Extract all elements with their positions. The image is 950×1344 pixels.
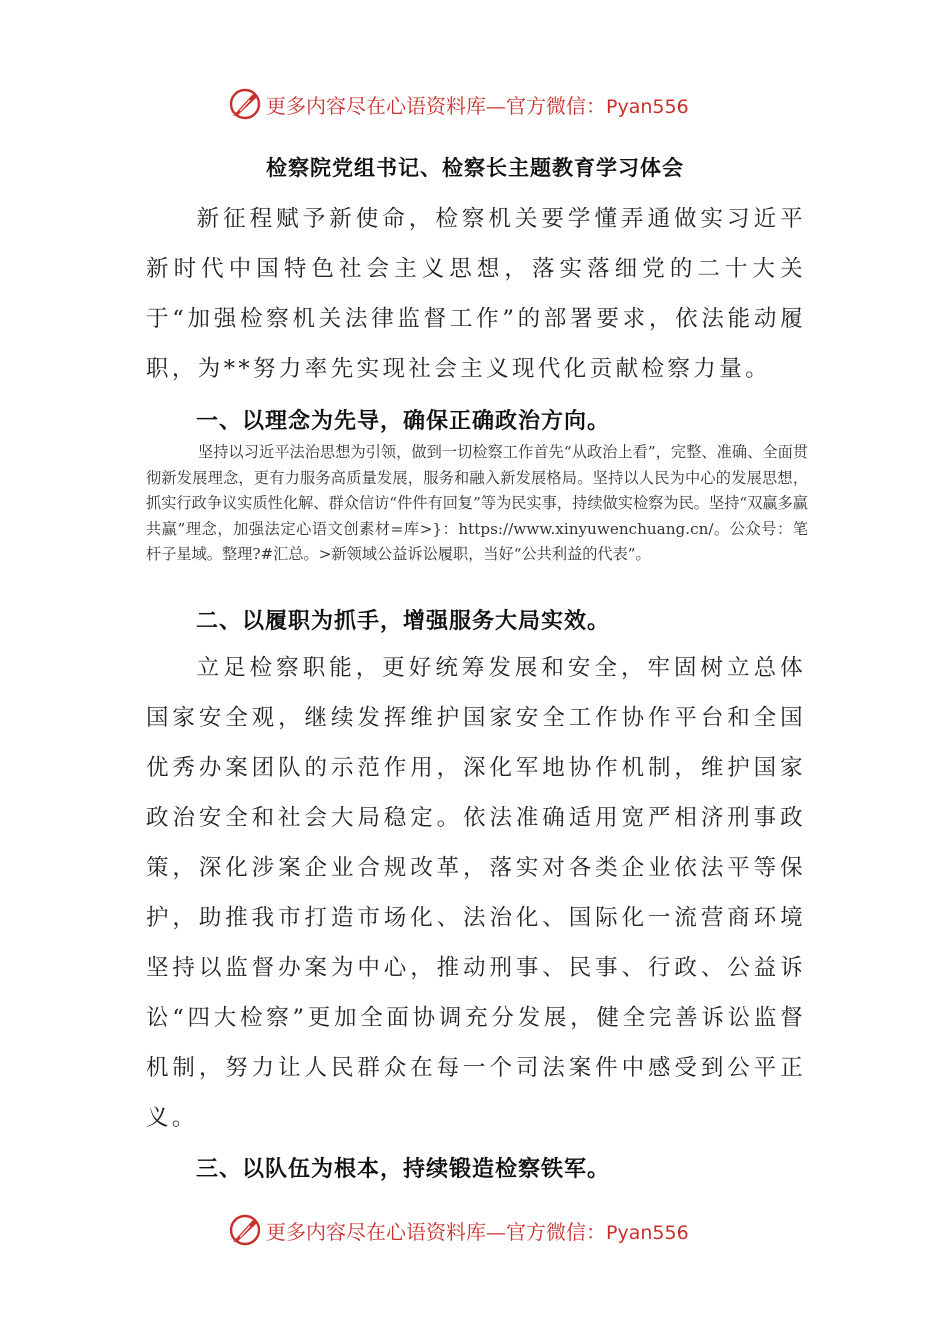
section-2-body: 立足检察职能，更好统筹发展和安全，牢固树立总体国家安全观，继续发挥维护国家安全工作协作平台和全国优秀办案团队的示范作用，深化军地协作机制，维护国家政治安全和社会大局稳定。依法准确适用宽严相济刑事政策，深化涉案企业合规改革，落实对各类企业依法平等保护，助推我市打造市场化、法治化、国际化一流营商环境坚持以监督办案为中心，推动刑事、民事、行政、公益诉讼“四大检察”更加全面协调充分发展，健全完善诉讼监督机制，努力让人民群众在每一个司法案件中感受到公平正义。 bbox=[146, 655, 806, 1131]
banner-text: 更多内容尽在心语资料库—官方微信：Pyan556 bbox=[266, 93, 689, 118]
quill-logo-icon bbox=[228, 87, 262, 121]
footer-banner bbox=[228, 1212, 728, 1248]
quill-logo-icon bbox=[228, 1213, 262, 1247]
section-2-heading: 二、以履职为抓手，增强服务大局实效。 bbox=[196, 609, 611, 634]
banner-account: Pyan556 bbox=[606, 1221, 689, 1244]
header-banner bbox=[228, 86, 728, 122]
section-1-heading: 一、以理念为先导，确保正确政治方向。 bbox=[196, 409, 611, 434]
section-1-body: 坚持以习近平法治思想为引领，做到一切检察工作首先“从政治上看”，完整、准确、全面贯彻新发展理念，更有力服务高质量发展，服务和融入新发展格局。坚持以人民为中心的发展思想，抓实行政争议实质性化解、群众信访“件件有回复”等为民实事，持续做实检察为民。坚持“双赢多赢共赢”理念，加强法定心语文创素材=库>}：https://www.xinyuwenchuang.cn/。公众号：笔杆子星域。整理?#汇总。>新领域公益诉讼履职，当好“公共利益的代表”。 bbox=[146, 443, 808, 563]
section-3-heading: 三、以队伍为根本，持续锻造检察铁军。 bbox=[196, 1157, 611, 1182]
intro-paragraph: 新征程赋予新使命，检察机关要学懂弄通做实习近平新时代中国特色社会主义思想，落实落细党的二十大关于“加强检察机关法律监督工作”的部署要求，依法能动履职，为**努力率先实现社会主义现代化贡献检察力量。 bbox=[146, 206, 806, 382]
banner-account: Pyan556 bbox=[606, 95, 689, 118]
document-title: 检察院党组书记、检察长主题教育学习体会 bbox=[266, 156, 684, 180]
banner-text: 更多内容尽在心语资料库—官方微信：Pyan556 bbox=[266, 1219, 689, 1244]
